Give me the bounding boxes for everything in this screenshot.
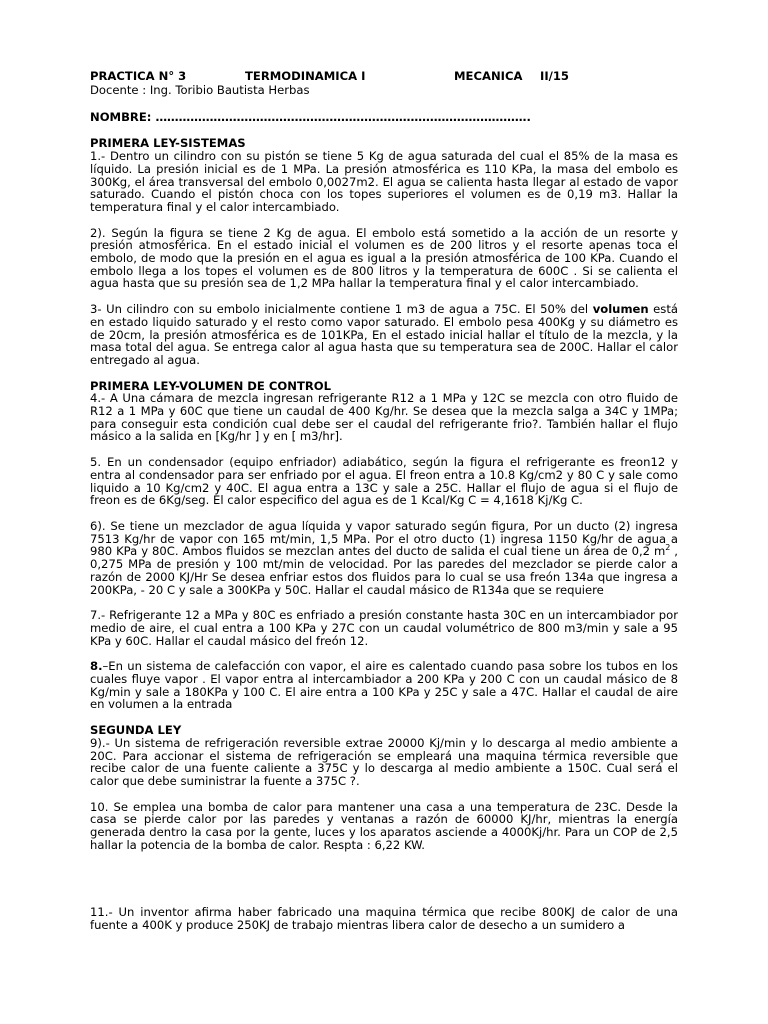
problem-6-text-b: , 0,275 MPa de presión y 100 mt/min de velocidad. Por las paredes del mezclador se pierde calor a razón de 2000 KJ/Hr Se desea enfriar estos dos fluidos para lo cual se usa freón 134a que ingresa a 200KPa, - 20 C y sale a 300KPa y 50C. Hallar el caudal másico de R134a que se requiere — [90, 544, 678, 597]
problem-3-text-b: está en estado liquido saturado y el resto como vapor saturado. El embolo pesa 400Kg y su diámetro es de 20cm, la presión atmosférica es de 101KPa, En el estado inicial hallar el título de la mezcla, y la masa total del agua. Se entrega calor al agua hasta que su temperatura sea de 200C. Hallar el calor entregado al agua. — [90, 302, 678, 367]
problem-3-bold-word: volumen — [592, 302, 649, 317]
problem-2: 2). Según la figura se tiene 2 Kg de agua. El embolo está sometido a la acción de un resorte y presión atmosférica. En el estado inicial el volumen es de 200 litros y el resorte apenas toca el embolo, de modo que la presión en el agua es igual a la presión atmosférica de 100 KPa. Cuando el embolo llega a los topes el volumen es de 800 litros y la temperatura de 600C . Si se calienta el agua hasta que su presión sea de 1,2 MPa hallar la temperatura final y el calor intercambiado. — [90, 225, 678, 291]
problem-6-text-a: 6). Se tiene un mezclador de agua líquida y vapor saturado según figura, Por un ducto (2) ingresa 7513 Kg/hr de vapor con 165 mt/min, 1,5 MPa. Por el otro ducto (1) ingresa 1150 Kg/hr de agua a 980 KPa y 80C. Ambos fluidos se mezclan antes del ducto de salida el cual tiene un área de 0,2 m — [90, 518, 678, 559]
problem-5: 5. En un condensador (equipo enfriador) adiabático, según la figura el refrigerante es freon12 y entra al condensador para ser enfriado por el agua. El freon entra a 10.8 Kg/cm2 y 80 C y sale como liquido a 10 Kg/cm2 y 40C. El agua entra a 13C y sale a 25C. Hallar el flujo de agua si el flujo de freon es de 6Kg/seg. El calor especifico del agua es de 1 Kcal/Kg C = 4,1618 Kj/Kg C. — [90, 455, 678, 508]
problem-6-superscript: 2 — [665, 543, 671, 553]
practice-number: PRACTICA N° 3 — [90, 69, 187, 83]
blank-spacer — [90, 864, 678, 906]
problem-10: 10. Se emplea una bomba de calor para mantener una casa a una temperatura de 23C. Desde la casa se pierde calor por las paredes y ventanas a razón de 60000 KJ/hr, mientras la energía generada dentro la casa por la gente, luces y los aparatos asciende a 4000Kj/hr. Para un COP de 2,5 hallar la potencia de la bomba de calor. Respta : 6,22 KW. — [90, 799, 678, 852]
problem-8-text: –En un sistema de calefacción con vapor, el aire es calentado cuando pasa sobre los tubos en los cuales fluye vapor . El vapor entra al intercambiador a 200 KPa y 200 C con un caudal másico de 8 Kg/min y sale a 180KPa y 100 C. El aire entra a 100 KPa y 25C y sale a 47C. Hallar el caudal de aire en volumen a la entrada — [90, 659, 678, 712]
course-title: TERMODINAMICA I — [245, 69, 366, 83]
problem-6 — [90, 520, 678, 596]
problem-8-number: 8. — [90, 659, 103, 674]
name-field-line: NOMBRE: ……………………………………………………………………………………. — [90, 110, 531, 124]
problem-3-text-a: 3- Un cilindro con su embolo inicialmente contiene 1 m3 de agua a 75C. El 50% del — [90, 302, 593, 317]
problem-9: 9).- Un sistema de refrigeración reversible extrae 20000 Kj/min y lo descarga al medio ambiente a 20C. Para accionar el sistema de refrigeración se empleará una maquina térmica reversible que recibe calor de una fuente caliente a 375C y lo descarga al medio ambiente a 150C. Cual será el calor que debe suministrar la fuente a 375C ?. — [90, 735, 678, 788]
document-page — [90, 70, 678, 945]
section-title-volumen-de-control: PRIMERA LEY-VOLUMEN DE CONTROL — [90, 378, 332, 393]
problem-1: 1.- Dentro un cilindro con su pistón se tiene 5 Kg de agua saturada del cual el 85% de la masa es líquido. La presión inicial es de 1 MPa. La presión atmosférica es 110 KPa, la masa del embolo es 300Kg, el área transversal del embolo 0,0027m2. El agua se calienta hasta llegar al estado de vapor saturado. Cuando el pistón choca con los topes superiores el volumen es de 0,19 m3. Hallar la temperatura final y el calor intercambiado. — [90, 149, 678, 214]
problem-4: 4.- A Una cámara de mezcla ingresan refrigerante R12 a 1 MPa y 12C se mezcla con otro fluido de R12 a 1 MPa y 60C que tiene un caudal de 400 Kg/hr. Se desea que la mezcla salga a 34C y 1MPa; para conseguir esta condición cual debe ser el caudal del refrigerante frio?. También hallar el flujo másico a la salida en [Kg/hr ] y en [ m3/hr]. — [90, 391, 678, 444]
header-row — [90, 70, 678, 84]
instructor-line: Docente : Ing. Toribio Bautista Herbas — [90, 83, 310, 97]
problem-7: 7.- Refrigerante 12 a MPa y 80C es enfriado a presión constante hasta 30C en un intercambiador por medio de aire, el cual entra a 100 KPa y 27C con un caudal volumétrico de 800 m3/min y sale a 95 KPa y 60C. Hallar el caudal másico del freón 12. — [90, 608, 678, 648]
problem-11: 11.- Un inventor afirma haber fabricado una maquina térmica que recibe 800KJ de calor de una fuente a 400K y produce 250KJ de trabajo mientras libera calor de desecho a un sumidero a — [90, 905, 678, 933]
section-title-primera-ley-sistemas: PRIMERA LEY-SISTEMAS — [90, 136, 246, 151]
problem-3 — [90, 303, 678, 367]
problem-8 — [90, 660, 678, 711]
section-title-segunda-ley: SEGUNDA LEY — [90, 723, 182, 738]
semester: II/15 — [540, 69, 569, 83]
department: MECANICA — [454, 69, 523, 83]
